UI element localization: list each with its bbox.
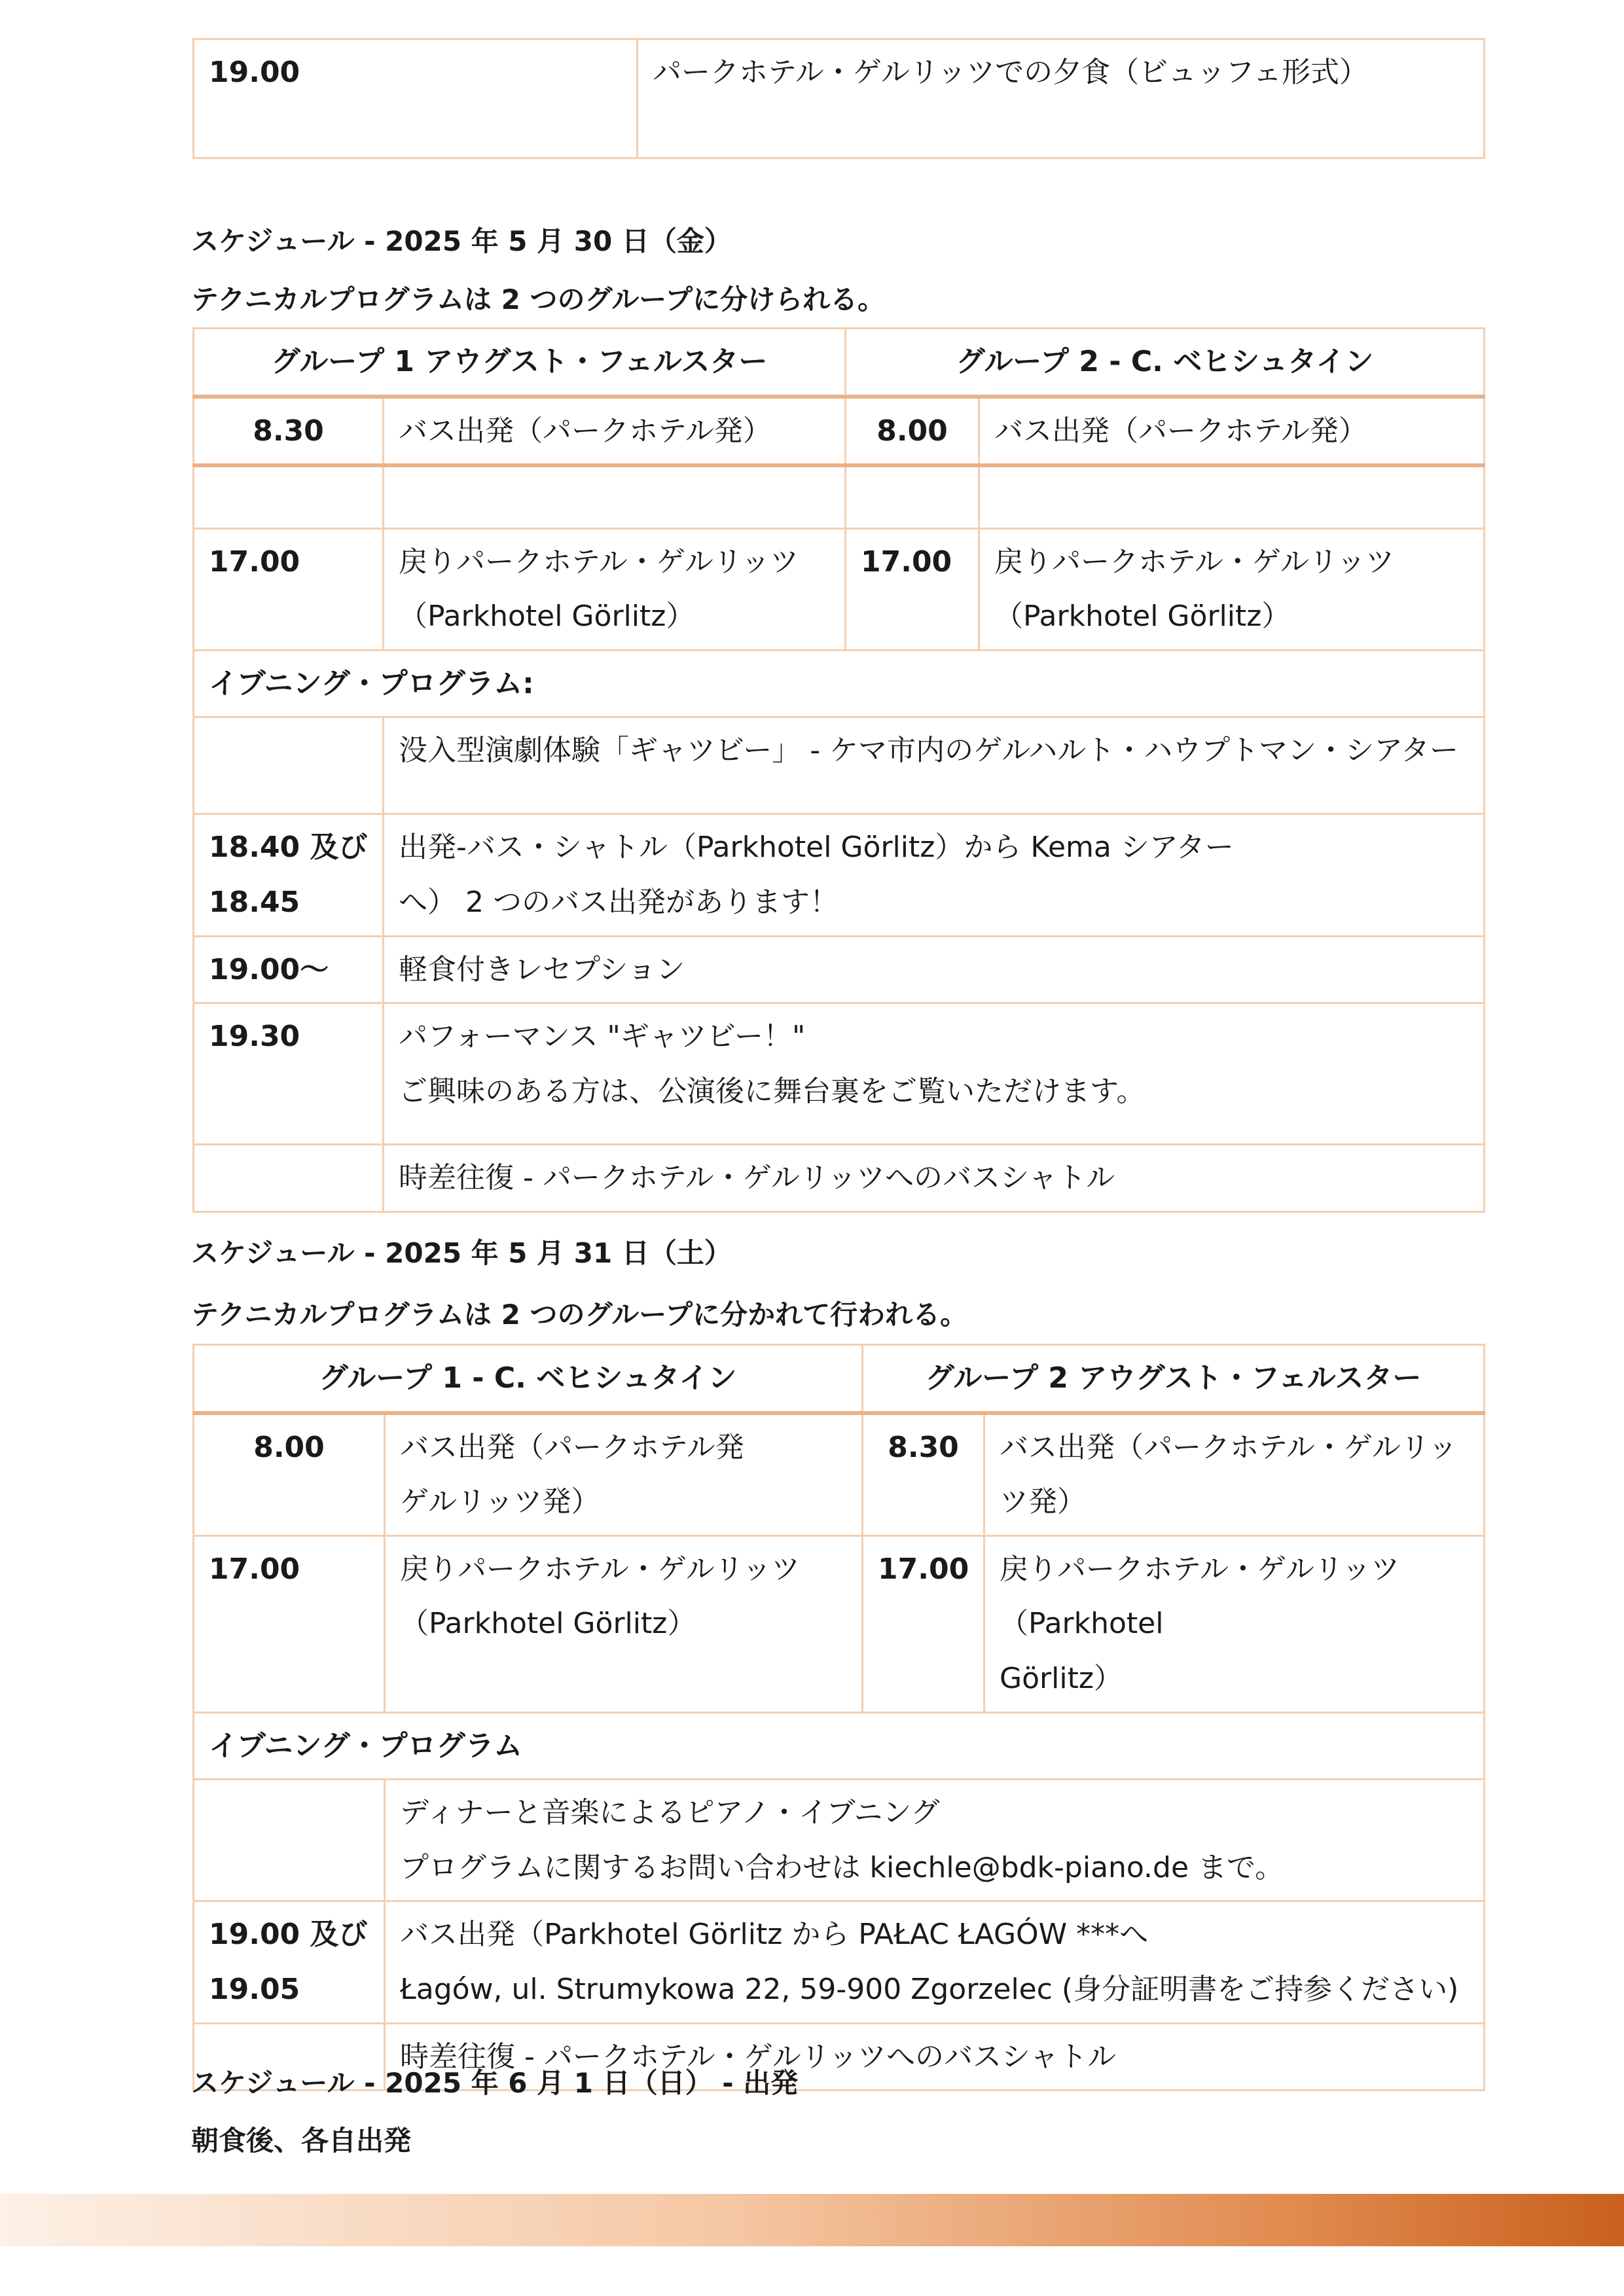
time-cell: 17.00 [846, 528, 979, 650]
time-cell: 8.30 [194, 397, 384, 466]
evening-label-row [194, 1712, 1485, 1780]
day1-heading: スケジュール - 2025 年 5 月 30 日（金） [191, 225, 732, 257]
activity-cell: バス出発（パークホテル発） [979, 397, 1485, 466]
activity-cell: バス出発（パークホテル発） [384, 397, 846, 466]
table-row [194, 717, 1485, 814]
evening-label-row [194, 650, 1485, 717]
table-row [194, 1003, 1485, 1145]
time-cell [194, 1145, 384, 1212]
evening-program-label: イブニング・プログラム [194, 1712, 1485, 1780]
time-cell: 8.00 [846, 397, 979, 466]
activity-cell: ディナーと音楽によるピアノ・イブニング プログラムに関するお問い合わせは kiechle@bdk-piano.de まで。 [385, 1780, 1485, 1901]
time-cell [194, 1780, 385, 1901]
empty-row [194, 465, 1485, 528]
time-cell: 18.40 及び 18.45 [194, 814, 384, 936]
day1-table [192, 327, 1485, 1213]
activity-cell: 没入型演劇体験「ギャツビー」 - ケマ市内のゲルハルト・ハウプトマン・シアター [384, 717, 1485, 814]
time-cell: 19.00～ [194, 936, 384, 1003]
activity-cell: 戻りパークホテル・ゲルリッツ （Parkhotel Görlitz） [384, 528, 846, 650]
time-cell: 19.30 [194, 1003, 384, 1145]
table-row [194, 1901, 1485, 2023]
dinner-table [192, 38, 1485, 159]
table-row [194, 397, 1485, 466]
group1-header: グループ 1 - C. ベヒシュタイン [194, 1345, 863, 1413]
day3-note: 朝食後、各自出発 [191, 2125, 412, 2157]
time-cell: 17.00 [194, 1535, 385, 1712]
activity-cell: バス出発（パークホテル発 ゲルリッツ発） [385, 1413, 863, 1536]
table-row [194, 528, 1485, 650]
group-header-row [194, 329, 1485, 397]
time-cell [194, 717, 384, 814]
time-cell: 8.30 [863, 1413, 984, 1536]
table-row [194, 1413, 1485, 1536]
table-row [194, 39, 1485, 158]
time-cell: 8.00 [194, 1413, 385, 1536]
evening-program-label: イブニング・プログラム: [194, 650, 1485, 717]
activity-cell: 出発-バス・シャトル（Parkhotel Görlitz）から Kema シアター へ） 2 つのバス出発があります！ [384, 814, 1485, 936]
activity-cell: 戻りパークホテル・ゲルリッツ （Parkhotel Görlitz） [979, 528, 1485, 650]
time-cell: 19.00 及び 19.05 [194, 1901, 385, 2023]
group2-header: グループ 2 - C. ベヒシュタイン [846, 329, 1485, 397]
time-cell: 17.00 [194, 528, 384, 650]
day2-heading: スケジュール - 2025 年 5 月 31 日（土） [191, 1237, 732, 1269]
table-row [194, 936, 1485, 1003]
time-cell: 17.00 [863, 1535, 984, 1712]
activity-cell: 時差往復 - パークホテル・ゲルリッツへのバスシャトル [384, 1145, 1485, 1212]
activity-cell: バス出発（Parkhotel Görlitz から PAŁAC ŁAGÓW ***へ Łagów, ul. Strumykowa 22, 59-900 Zgorzelec (身分証明書をご持参ください) [385, 1901, 1485, 2023]
group1-header: グループ 1 アウグスト・フェルスター [194, 329, 846, 397]
table-row [194, 1780, 1485, 1901]
group2-header: グループ 2 アウグスト・フェルスター [863, 1345, 1485, 1413]
group-header-row [194, 1345, 1485, 1413]
day2-subheading: テクニカルプログラムは 2 つのグループに分かれて行われる。 [191, 1299, 968, 1331]
activity-cell: パークホテル・ゲルリッツでの夕食（ビュッフェ形式） [638, 39, 1485, 158]
table-row [194, 1535, 1485, 1712]
time-cell: 19.00 [194, 39, 638, 158]
table-row [194, 1145, 1485, 1212]
activity-cell: 軽食付きレセプション [384, 936, 1485, 1003]
activity-cell: 時差往復 - パークホテル・ゲルリッツへのバスシャトル [385, 2023, 1485, 2090]
activity-cell: 戻りパークホテル・ゲルリッツ （Parkhotel Görlitz） [385, 1535, 863, 1712]
activity-cell: バス出発（パークホテル・ゲルリッツ発） [984, 1413, 1485, 1536]
day2-table [192, 1344, 1485, 2091]
table-row [194, 814, 1485, 936]
activity-cell: 戻りパークホテル・ゲルリッツ（Parkhotel Görlitz） [984, 1535, 1485, 1712]
footer-gradient-bar [0, 2194, 1624, 2246]
day3-heading: スケジュール - 2025 年 6 月 1 日（日） - 出発 [191, 2067, 799, 2099]
activity-cell: パフォーマンス "ギャツビー！" ご興味のある方は、公演後に舞台裏をご覧いただけます。 [384, 1003, 1485, 1145]
day1-subheading: テクニカルプログラムは 2 つのグループに分けられる。 [191, 283, 886, 315]
